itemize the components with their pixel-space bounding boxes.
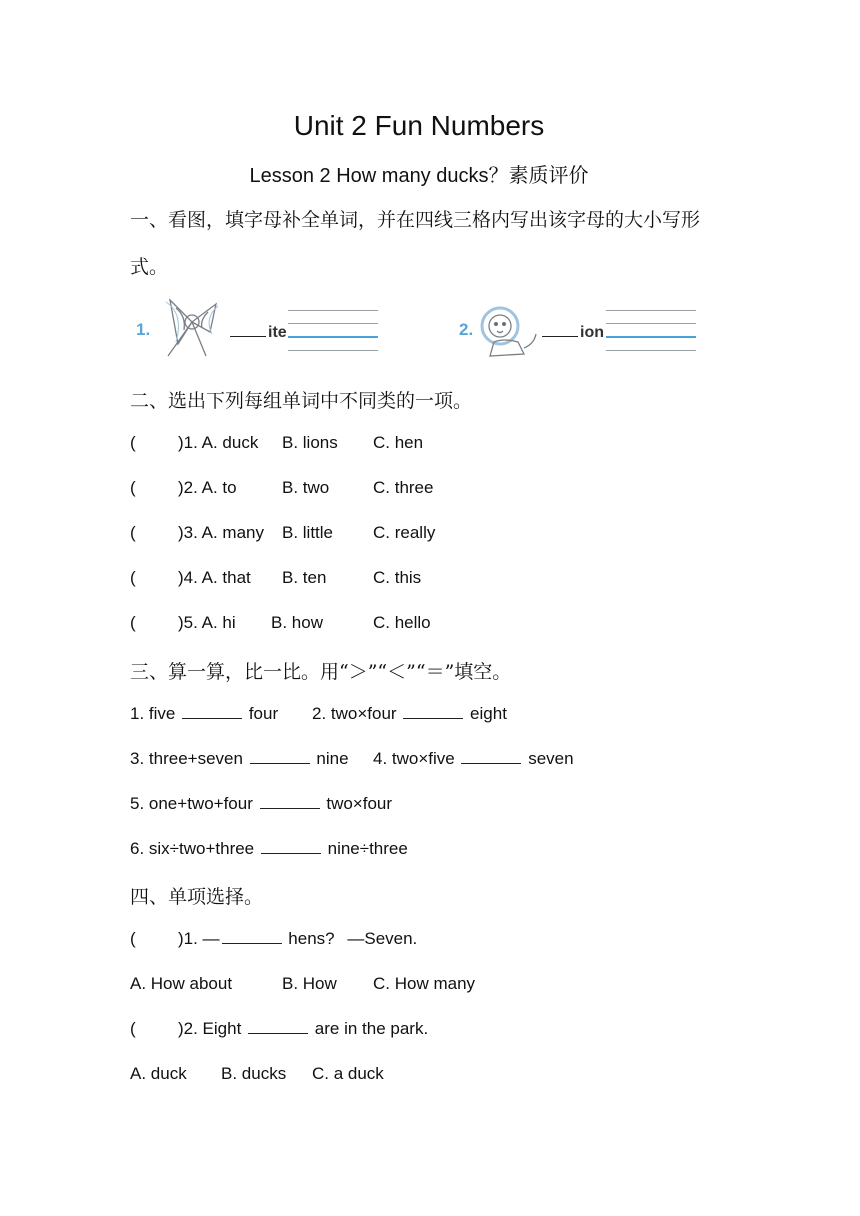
- item1-answer-wrap: [228, 322, 287, 342]
- s3-q2-lhs: 2. two×four: [312, 704, 397, 723]
- s4-q2-paren[interactable]: (: [130, 1019, 136, 1038]
- s2-q1-stem: )1. A. duck: [178, 433, 259, 452]
- s2-q3-paren[interactable]: (: [130, 523, 136, 542]
- s2-q5-option-c: C. hello: [373, 613, 431, 632]
- s4-q1-answer: —Seven.: [347, 929, 418, 948]
- s2-q2-stem: )2. A. to: [178, 478, 237, 497]
- s2-q4-option-c: C. this: [373, 568, 422, 587]
- s4-q2-option-b: B. ducks: [221, 1064, 287, 1083]
- s3-q4-rhs: seven: [528, 749, 574, 768]
- s4-q2-option-a: A. duck: [130, 1064, 187, 1083]
- s4-q1-blank[interactable]: [222, 929, 282, 944]
- s3-line1-left: [130, 704, 278, 724]
- s3-line3: [130, 794, 392, 814]
- s4-q2-blank[interactable]: [248, 1019, 308, 1034]
- s2-q4-stem: )4. A. that: [178, 568, 251, 587]
- s2-q3-option-b: B. little: [282, 523, 334, 542]
- s2-q2-option-c: C. three: [373, 478, 434, 497]
- section1-heading-line1: 一、看图，填字母补全单词，并在四线三格内写出该字母的大小写形: [130, 209, 701, 231]
- s2-q3-option-c: C. really: [373, 523, 436, 542]
- s4-q1-stem-end: hens?: [288, 929, 335, 948]
- lion-icon: [478, 304, 540, 362]
- s3-q3-rhs: nine: [316, 749, 349, 768]
- s4-q1-stem-start: )1. —: [178, 929, 220, 948]
- s3-q2-rhs: eight: [470, 704, 507, 723]
- page-subtitle: Lesson 2 How many ducks？素质评价: [249, 165, 589, 187]
- item1-answer-blank[interactable]: [230, 322, 266, 337]
- s3-line4: [130, 839, 408, 859]
- s2-q5-option-b: B. how: [271, 613, 323, 632]
- item2-answer-wrap: [540, 322, 604, 342]
- section4-heading: 四、单项选择。: [130, 886, 264, 908]
- s2-q1-option-c: C. hen: [373, 433, 424, 452]
- s3-q4-lhs: 4. two×five: [373, 749, 455, 768]
- s2-q2-option-b: B. two: [282, 478, 330, 497]
- s4-q2-stem-start: )2. Eight: [178, 1019, 242, 1038]
- s2-q1-paren[interactable]: (: [130, 433, 136, 452]
- s3-q6-rhs: nine÷three: [327, 839, 408, 858]
- page-title: Unit 2 Fun Numbers: [293, 110, 545, 141]
- s3-q6-blank[interactable]: [261, 839, 321, 854]
- s3-q2-blank[interactable]: [403, 704, 463, 719]
- s3-q6-lhs: 6. six÷two+three: [130, 839, 255, 858]
- s2-q4-paren[interactable]: (: [130, 568, 136, 587]
- s3-q1-lhs: 1. five: [130, 704, 176, 723]
- item2-suffix: ion: [580, 324, 604, 341]
- item2-number: 2.: [459, 320, 474, 339]
- s2-q5-stem: )5. A. hi: [178, 613, 236, 632]
- s3-q5-lhs: 5. one+two+four: [130, 794, 253, 813]
- item1-suffix: ite: [268, 324, 287, 341]
- s3-q1-rhs: four: [248, 704, 279, 723]
- s4-q2-stem-end: are in the park.: [314, 1019, 429, 1038]
- s4-q1-paren[interactable]: (: [130, 929, 136, 948]
- section2-heading: 二、选出下列每组单词中不同类的一项。: [130, 390, 473, 412]
- s3-line1-right: [312, 704, 507, 724]
- s3-q1-blank[interactable]: [182, 704, 242, 719]
- s3-q3-blank[interactable]: [250, 749, 310, 764]
- s3-q4-blank[interactable]: [461, 749, 521, 764]
- s3-q5-rhs: two×four: [326, 794, 393, 813]
- item1-number: 1.: [136, 320, 151, 339]
- s4-q1-option-c: C. How many: [373, 974, 476, 993]
- s4-q1-option-b: B. How: [282, 974, 337, 993]
- s2-q4-option-b: B. ten: [282, 568, 327, 587]
- kite-icon: [156, 294, 226, 364]
- item2-answer-blank[interactable]: [542, 322, 578, 337]
- s4-q1-question: [178, 929, 417, 949]
- s2-q5-paren[interactable]: (: [130, 613, 136, 632]
- s2-q3-stem: )3. A. many: [178, 523, 264, 542]
- s4-q2-option-c: C. a duck: [312, 1064, 384, 1083]
- section3-heading: 三、算一算，比一比。用“＞”“＜”“＝”填空。: [130, 661, 512, 683]
- s3-line2-right: [373, 749, 574, 769]
- section1-heading-line2: 式。: [130, 256, 169, 278]
- s2-q2-paren[interactable]: (: [130, 478, 136, 497]
- s4-q2-question: [178, 1019, 428, 1039]
- s2-q1-option-b: B. lions: [282, 433, 338, 452]
- s3-line2-left: [130, 749, 349, 769]
- s3-q5-blank[interactable]: [260, 794, 320, 809]
- s3-q3-lhs: 3. three+seven: [130, 749, 243, 768]
- s4-q1-option-a: A. How about: [130, 974, 233, 993]
